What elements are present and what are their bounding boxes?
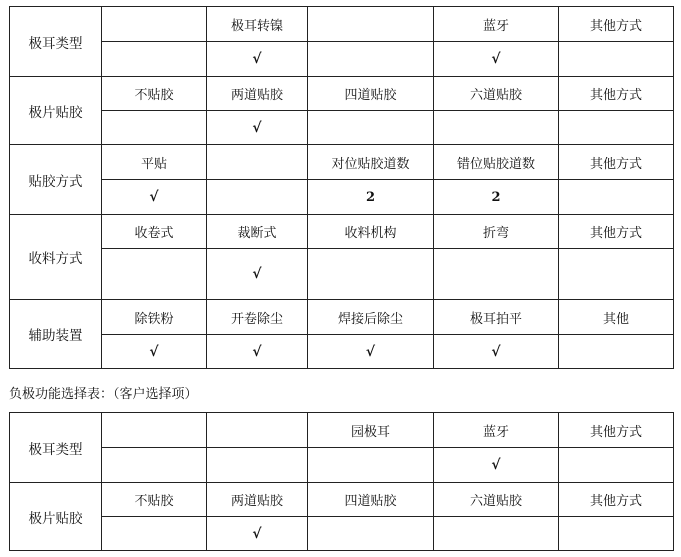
- check-mark-cell: √: [207, 249, 308, 300]
- selection-cell: [102, 42, 207, 77]
- selection-cell: [102, 517, 207, 551]
- row-label: 极耳类型: [10, 413, 102, 483]
- option-cell: 收料机构: [308, 215, 434, 249]
- option-cell: 其他方式: [559, 413, 674, 448]
- row-label: 极耳类型: [10, 7, 102, 77]
- selection-cell: [308, 111, 434, 145]
- option-cell: [207, 413, 308, 448]
- row-label: 极片贴胶: [10, 77, 102, 145]
- selection-cell: [559, 335, 674, 369]
- option-cell: [102, 7, 207, 42]
- selection-cell: [308, 42, 434, 77]
- option-cell: 其他方式: [559, 145, 674, 180]
- selection-cell: 2: [308, 180, 434, 215]
- selection-cell: [434, 249, 559, 300]
- option-cell: [308, 7, 434, 42]
- selection-cell: [308, 249, 434, 300]
- positive-function-table: [9, 6, 674, 369]
- check-mark-cell: √: [102, 335, 207, 369]
- option-cell: 焊接后除尘: [308, 300, 434, 335]
- option-cell: 极耳拍平: [434, 300, 559, 335]
- check-mark-cell: √: [308, 335, 434, 369]
- option-cell: 其他方式: [559, 7, 674, 42]
- option-cell: 不贴胶: [102, 77, 207, 111]
- option-cell: 两道贴胶: [207, 77, 308, 111]
- check-mark-cell: √: [207, 335, 308, 369]
- check-mark-cell: √: [207, 111, 308, 145]
- selection-cell: [207, 448, 308, 483]
- option-cell: 错位贴胶道数: [434, 145, 559, 180]
- selection-cell: [559, 448, 674, 483]
- row-label: 极片贴胶: [10, 483, 102, 551]
- selection-cell: 2: [434, 180, 559, 215]
- selection-cell: [559, 180, 674, 215]
- selection-cell: [102, 249, 207, 300]
- selection-cell: [308, 448, 434, 483]
- row-label: 辅助装置: [10, 300, 102, 369]
- negative-table-caption: 负极功能选择表：（客户选择项）: [9, 387, 198, 402]
- option-cell: 对位贴胶道数: [308, 145, 434, 180]
- option-cell: 四道贴胶: [308, 77, 434, 111]
- option-cell: [207, 145, 308, 180]
- selection-cell: [434, 111, 559, 145]
- row-label: 收料方式: [10, 215, 102, 300]
- option-cell: 不贴胶: [102, 483, 207, 517]
- option-cell: 六道贴胶: [434, 77, 559, 111]
- check-mark-cell: √: [434, 448, 559, 483]
- option-cell: 蓝牙: [434, 7, 559, 42]
- option-cell: 园极耳: [308, 413, 434, 448]
- option-cell: 其他方式: [559, 215, 674, 249]
- check-mark-cell: √: [102, 180, 207, 215]
- check-mark-cell: √: [434, 335, 559, 369]
- option-cell: 开卷除尘: [207, 300, 308, 335]
- option-cell: [102, 413, 207, 448]
- option-cell: 两道贴胶: [207, 483, 308, 517]
- option-cell: 四道贴胶: [308, 483, 434, 517]
- selection-cell: [102, 448, 207, 483]
- negative-function-table: [9, 412, 674, 551]
- option-cell: 收卷式: [102, 215, 207, 249]
- option-cell: 折弯: [434, 215, 559, 249]
- row-label: 贴胶方式: [10, 145, 102, 215]
- selection-cell: [559, 517, 674, 551]
- selection-cell: [308, 517, 434, 551]
- selection-cell: [559, 111, 674, 145]
- option-cell: 蓝牙: [434, 413, 559, 448]
- selection-cell: [559, 42, 674, 77]
- option-cell: 裁断式: [207, 215, 308, 249]
- option-cell: 极耳转镍: [207, 7, 308, 42]
- selection-cell: [102, 111, 207, 145]
- check-mark-cell: √: [207, 42, 308, 77]
- option-cell: 平贴: [102, 145, 207, 180]
- selection-cell: [559, 249, 674, 300]
- selection-cell: [207, 180, 308, 215]
- option-cell: 其他方式: [559, 77, 674, 111]
- selection-cell: [434, 517, 559, 551]
- check-mark-cell: √: [434, 42, 559, 77]
- option-cell: 其他方式: [559, 483, 674, 517]
- option-cell: 六道贴胶: [434, 483, 559, 517]
- option-cell: 除铁粉: [102, 300, 207, 335]
- option-cell: 其他: [559, 300, 674, 335]
- check-mark-cell: √: [207, 517, 308, 551]
